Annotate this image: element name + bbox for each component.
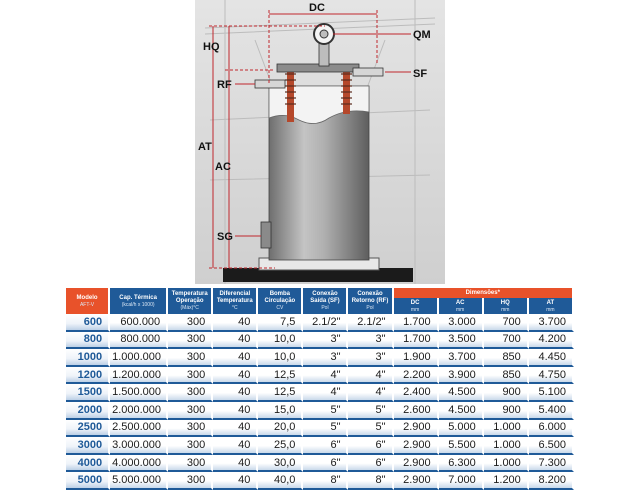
table-cell: 40 — [213, 367, 258, 385]
table-cell: 2.900 — [394, 437, 439, 455]
table-row — [66, 367, 574, 385]
table-cell: 850 — [484, 349, 529, 367]
table-cell: 40 — [213, 402, 258, 420]
table-cell: 40 — [213, 437, 258, 455]
table-cell: 5.000.000 — [110, 472, 168, 490]
table-cell: 12,5 — [258, 384, 303, 402]
table-cell: 700 — [484, 332, 529, 350]
model-cell: 600 — [66, 314, 110, 332]
table-cell: 40 — [213, 314, 258, 332]
table-cell: 10,0 — [258, 332, 303, 350]
table-cell: 2.1/2" — [303, 314, 348, 332]
table-cell: 3.900 — [439, 367, 484, 385]
table-cell: 800.000 — [110, 332, 168, 350]
table-cell: 7,5 — [258, 314, 303, 332]
table-cell: 4" — [348, 384, 393, 402]
table-row — [66, 349, 574, 367]
table-cell: 3.000 — [439, 314, 484, 332]
table-cell: 25,0 — [258, 437, 303, 455]
table-cell: 3" — [303, 332, 348, 350]
table-cell: 1.900 — [394, 349, 439, 367]
table-cell: 40,0 — [258, 472, 303, 490]
heater-diagram-svg — [195, 0, 445, 284]
heater-diagram — [195, 0, 445, 284]
table-cell: 4" — [348, 367, 393, 385]
table-cell: 6.300 — [439, 455, 484, 473]
table-cell: 4.450 — [529, 349, 574, 367]
model-cell: 800 — [66, 332, 110, 350]
col-header-dimensoes: Dimensões* — [394, 288, 574, 298]
table-cell: 10,0 — [258, 349, 303, 367]
model-cell: 4000 — [66, 455, 110, 473]
label-sf: SF — [413, 68, 428, 80]
table-cell: 6.000 — [529, 420, 574, 438]
table-cell: 300 — [168, 437, 213, 455]
col-header-at: AT mm — [529, 298, 574, 314]
table-cell: 3.500 — [439, 332, 484, 350]
model-cell: 3000 — [66, 437, 110, 455]
table-cell: 15,0 — [258, 402, 303, 420]
table-cell: 850 — [484, 367, 529, 385]
sf-nozzle — [353, 68, 383, 76]
table-cell: 600.000 — [110, 314, 168, 332]
col-header-diferencial: Diferencial Temperatura °C — [213, 288, 258, 314]
table-cell: 40 — [213, 349, 258, 367]
table-cell: 4.200 — [529, 332, 574, 350]
table-cell: 7.300 — [529, 455, 574, 473]
table-row — [66, 472, 574, 490]
table-cell: 300 — [168, 455, 213, 473]
col-header-temperatura: Temperatura Operação (Máx)°C — [168, 288, 213, 314]
label-hq: HQ — [203, 41, 220, 53]
table-cell: 300 — [168, 402, 213, 420]
label-sg: SG — [217, 231, 233, 243]
table-cell: 7.000 — [439, 472, 484, 490]
table-cell: 5.100 — [529, 384, 574, 402]
table-cell: 40 — [213, 420, 258, 438]
table-cell: 5.000 — [439, 420, 484, 438]
model-cell: 1000 — [66, 349, 110, 367]
table-row — [66, 332, 574, 350]
table-row — [66, 402, 574, 420]
table-cell: 4" — [303, 384, 348, 402]
table-cell: 1.000 — [484, 437, 529, 455]
table-cell: 4.500 — [439, 384, 484, 402]
table-cell: 4" — [303, 367, 348, 385]
table-cell: 2.200 — [394, 367, 439, 385]
col-header-bomba: Bomba Circulação CV — [258, 288, 303, 314]
table-cell: 2.500.000 — [110, 420, 168, 438]
col-header-hq: HQ mm — [484, 298, 529, 314]
table-cell: 1.700 — [394, 332, 439, 350]
table-cell: 300 — [168, 472, 213, 490]
table-cell: 3" — [303, 349, 348, 367]
col-header-conexao-saida: Conexão Saída (SF) Pol — [303, 288, 348, 314]
table-cell: 3.700 — [529, 314, 574, 332]
table-cell: 3" — [348, 349, 393, 367]
table-cell: 700 — [484, 314, 529, 332]
table-cell: 8" — [348, 472, 393, 490]
table-cell: 1.000 — [484, 420, 529, 438]
table-row — [66, 420, 574, 438]
table-cell: 300 — [168, 420, 213, 438]
table-row — [66, 455, 574, 473]
table-row — [66, 384, 574, 402]
spec-table — [66, 288, 574, 490]
table-cell: 300 — [168, 367, 213, 385]
table-cell: 1.000.000 — [110, 349, 168, 367]
table-cell: 6.500 — [529, 437, 574, 455]
model-cell: 2000 — [66, 402, 110, 420]
table-cell: 5" — [303, 402, 348, 420]
table-cell: 40 — [213, 384, 258, 402]
table-cell: 8" — [303, 472, 348, 490]
table-cell: 5.500 — [439, 437, 484, 455]
sg-outlet — [261, 222, 271, 248]
col-header-conexao-retorno: Conexão Retorno (RF) Pol — [348, 288, 393, 314]
table-cell: 2.900 — [394, 472, 439, 490]
table-cell: 6" — [303, 437, 348, 455]
table-cell: 2.400 — [394, 384, 439, 402]
table-cell: 300 — [168, 314, 213, 332]
top-flange — [277, 64, 359, 72]
table-cell: 5.400 — [529, 402, 574, 420]
label-qm: QM — [413, 29, 431, 41]
table-cell: 1.700 — [394, 314, 439, 332]
table-cell: 5" — [303, 420, 348, 438]
table-cell: 40 — [213, 455, 258, 473]
label-at: AT — [198, 141, 212, 153]
table-cell: 8.200 — [529, 472, 574, 490]
col-header-dc: DC mm — [394, 298, 439, 314]
table-cell: 4.500 — [439, 402, 484, 420]
table-cell: 2.900 — [394, 420, 439, 438]
table-cell: 1.200 — [484, 472, 529, 490]
table-cell: 12,5 — [258, 367, 303, 385]
table-cell: 900 — [484, 402, 529, 420]
rf-nozzle — [255, 80, 285, 88]
table-cell: 300 — [168, 349, 213, 367]
table-cell: 2.600 — [394, 402, 439, 420]
table-cell: 6" — [348, 455, 393, 473]
col-header-ac: AC mm — [439, 298, 484, 314]
table-header-row — [66, 288, 574, 298]
table-cell: 1.500.000 — [110, 384, 168, 402]
model-cell: 1200 — [66, 367, 110, 385]
table-cell: 4.000.000 — [110, 455, 168, 473]
col-header-modelo: Modelo AFT-V — [66, 288, 110, 314]
table-cell: 2.000.000 — [110, 402, 168, 420]
table-cell: 3.700 — [439, 349, 484, 367]
label-ac: AC — [215, 161, 231, 173]
model-cell: 5000 — [66, 472, 110, 490]
table-cell: 4.750 — [529, 367, 574, 385]
table-cell: 2.900 — [394, 455, 439, 473]
table-cell: 40 — [213, 472, 258, 490]
table-cell: 3" — [348, 332, 393, 350]
table-cell: 20,0 — [258, 420, 303, 438]
table-cell: 1.200.000 — [110, 367, 168, 385]
table-cell: 5" — [348, 402, 393, 420]
table-body — [66, 314, 574, 490]
label-rf: RF — [217, 79, 232, 91]
table-cell: 300 — [168, 332, 213, 350]
table-cell: 900 — [484, 384, 529, 402]
model-cell: 1500 — [66, 384, 110, 402]
table-cell: 30,0 — [258, 455, 303, 473]
table-cell: 1.000 — [484, 455, 529, 473]
table-cell: 6" — [348, 437, 393, 455]
table-row — [66, 314, 574, 332]
table-cell: 5" — [348, 420, 393, 438]
label-dc: DC — [309, 2, 325, 14]
table-cell: 300 — [168, 384, 213, 402]
table-cell: 40 — [213, 332, 258, 350]
table-cell: 2.1/2" — [348, 314, 393, 332]
table-row — [66, 437, 574, 455]
table-cell: 6" — [303, 455, 348, 473]
col-header-cap-termica: Cap. Térmica (kcal/h x 1000) — [110, 288, 168, 314]
model-cell: 2500 — [66, 420, 110, 438]
table-cell: 3.000.000 — [110, 437, 168, 455]
